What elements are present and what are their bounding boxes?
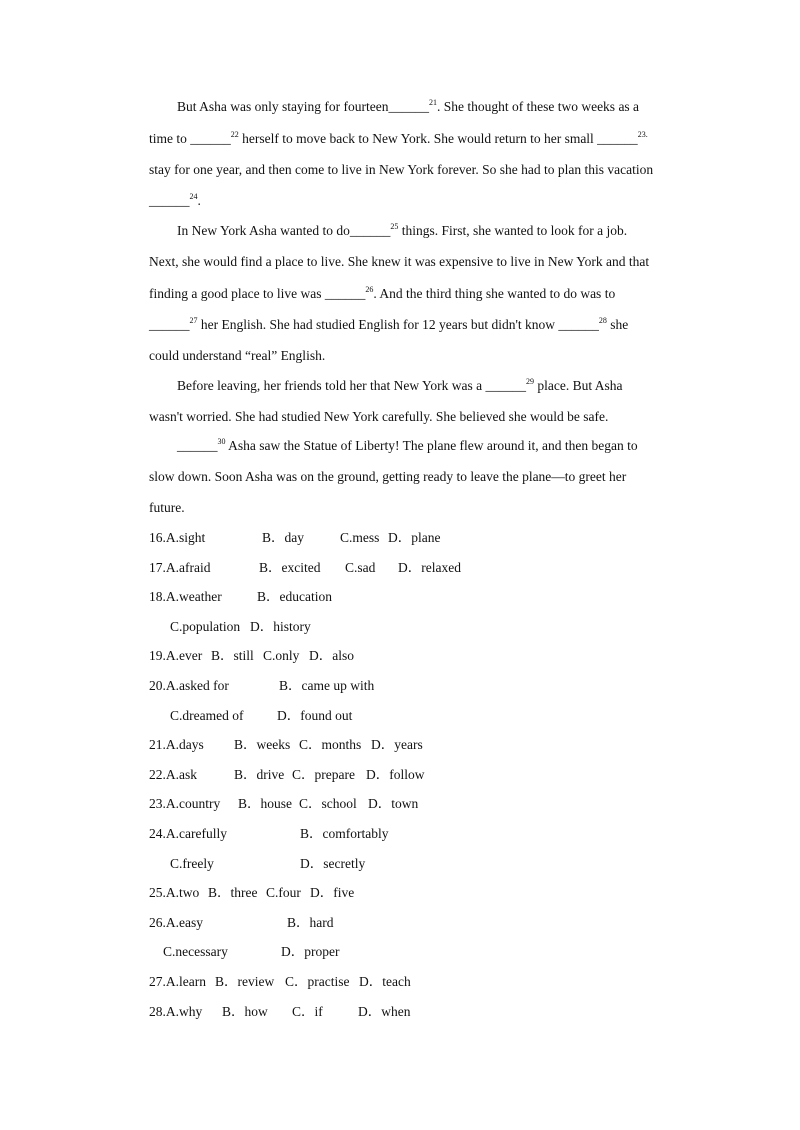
line-text: ______ — [149, 193, 190, 208]
blank-number: 27 — [189, 316, 198, 325]
question-option: C.only — [263, 648, 300, 664]
blank-number: 23. — [637, 130, 648, 139]
question-option: B．review — [215, 974, 275, 989]
blank-number: 24 — [189, 192, 198, 201]
question-option: D．town — [368, 796, 419, 812]
line-text: . — [197, 193, 201, 208]
question-option-first: 19.A.ever — [149, 648, 203, 664]
passage-line — [149, 221, 627, 241]
question-option: B．day — [262, 530, 304, 545]
question-option: B．how — [222, 1003, 268, 1019]
passage-line — [149, 315, 628, 335]
blank-number: 25 — [390, 222, 399, 231]
question-option-first: 28.A.why — [149, 1003, 203, 1019]
question-option: D．five — [310, 885, 355, 901]
line-text: ______ — [149, 317, 190, 332]
question-option: D．proper — [281, 944, 340, 960]
line-text: slow down. Soon Asha was on the ground, getting ready to leave the plane—to greet her — [149, 469, 627, 484]
question-option: C.mess — [340, 530, 380, 545]
line-text: things. First, she wanted to look for a job. — [398, 223, 628, 238]
line-text: herself to move back to New York. She would return to her small ______ — [238, 131, 638, 146]
question-option: D．plane — [388, 530, 441, 545]
question-option: C.population — [170, 618, 241, 634]
question-option: B．still — [211, 648, 254, 664]
line-text: her English. She had studied English for 12 years but didn't know ______ — [197, 317, 599, 332]
question-option: B．hard — [287, 914, 334, 930]
question-option: C．months — [299, 737, 362, 753]
passage-line — [149, 284, 615, 304]
question-option: D．follow — [366, 766, 425, 782]
passage-line — [149, 160, 653, 180]
question-option: C．if — [292, 1003, 323, 1019]
line-text: . She thought of these two weeks as a — [436, 99, 640, 114]
line-text: stay for one year, and then come to live in New York forever. So she had to plan this vacation — [149, 162, 654, 177]
question-option: C．practise — [285, 974, 350, 989]
line-text: Asha saw the Statue of Liberty! The plane flew around it, and then began to — [225, 438, 638, 453]
question-option: B．comfortably — [300, 826, 389, 841]
question-option: B．three — [208, 885, 258, 901]
passage-line — [149, 467, 626, 487]
question-option-first: 16.A.sight — [149, 530, 206, 545]
passage-line — [149, 346, 325, 366]
question-option: C.freely — [170, 855, 214, 871]
line-text: wasn't worried. She had studied New York carefully. She believed she would be safe. — [149, 409, 609, 424]
question-option: C.four — [266, 885, 301, 901]
question-option: C．school — [299, 796, 357, 812]
question-option: B．excited — [259, 559, 321, 575]
passage-line — [149, 129, 648, 149]
question-option: B．weeks — [234, 737, 291, 753]
blank-number: 22 — [230, 130, 239, 139]
passage-line — [149, 498, 185, 518]
question-option: D．years — [371, 737, 423, 753]
question-option-first: 23.A.country — [149, 796, 221, 812]
line-text: In New York Asha wanted to do______ — [177, 223, 391, 238]
blank-number: 21 — [428, 98, 437, 107]
line-text: future. — [149, 500, 185, 515]
question-option: B．came up with — [279, 678, 375, 693]
passage-line — [149, 97, 639, 117]
line-text: could understand “real” English. — [149, 348, 326, 363]
question-option-first: 21.A.days — [149, 737, 204, 753]
question-option: B．drive — [234, 766, 285, 782]
passage-line — [149, 376, 623, 396]
blank-number: 26 — [365, 285, 374, 294]
question-option: D．teach — [359, 974, 411, 989]
line-text: ______ — [177, 438, 218, 453]
question-option: C．prepare — [292, 766, 355, 782]
line-text: . And the third thing she wanted to do was to — [373, 286, 616, 301]
question-option: B．education — [257, 589, 332, 605]
passage-line — [149, 252, 649, 272]
question-option-first: 20.A.asked for — [149, 678, 229, 693]
question-option: B．house — [238, 796, 292, 812]
question-option: C.necessary — [163, 944, 228, 960]
question-option-first: 26.A.easy — [149, 914, 203, 930]
question-option-first: 24.A.carefully — [149, 826, 227, 841]
question-option: C.sad — [345, 559, 376, 575]
question-option-first: 27.A.learn — [149, 974, 206, 989]
passage-line — [149, 407, 608, 427]
question-option-first: 18.A.weather — [149, 589, 222, 605]
blank-number: 28 — [598, 316, 607, 325]
line-text: she — [606, 317, 629, 332]
question-option-first: 22.A.ask — [149, 766, 197, 782]
line-text: Before leaving, her friends told her that New York was a ______ — [177, 378, 527, 393]
question-option: D．found out — [277, 707, 353, 723]
question-option: D．when — [358, 1003, 411, 1019]
line-text: place. But Asha — [534, 378, 623, 393]
line-text: But Asha was only staying for fourteen______ — [177, 99, 429, 114]
question-option: D．relaxed — [398, 559, 461, 575]
question-option-first: 25.A.two — [149, 885, 200, 901]
line-text: time to ______ — [149, 131, 231, 146]
blank-number: 30 — [217, 437, 226, 446]
question-option: C.dreamed of — [170, 707, 244, 723]
question-option-first: 17.A.afraid — [149, 559, 211, 575]
line-text: finding a good place to live was ______ — [149, 286, 366, 301]
passage-line — [149, 191, 201, 211]
question-option: D．also — [309, 648, 354, 664]
line-text: Next, she would find a place to live. She knew it was expensive to live in New York and that — [149, 254, 650, 269]
passage-line — [149, 436, 638, 456]
question-option: D．secretly — [300, 855, 366, 871]
blank-number: 29 — [526, 377, 535, 386]
question-option: D．history — [250, 618, 311, 634]
